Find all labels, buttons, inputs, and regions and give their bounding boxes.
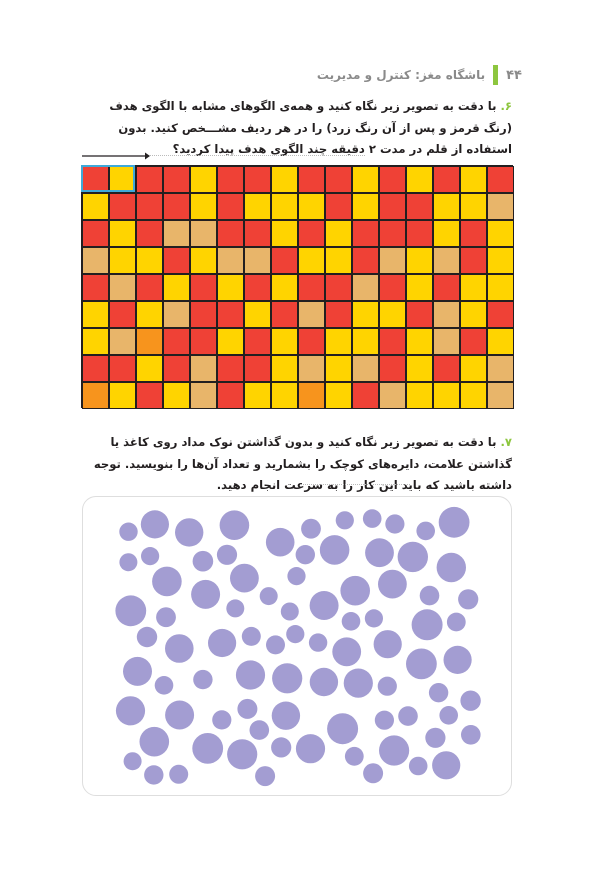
grid-cell (190, 274, 217, 301)
small-circle (255, 766, 275, 786)
small-circle (385, 514, 404, 533)
grid-cell (487, 247, 514, 274)
grid-cell (433, 355, 460, 382)
grid-cell (136, 355, 163, 382)
grid-cell (433, 328, 460, 355)
large-circle (152, 567, 182, 597)
large-circle (332, 637, 361, 666)
large-circle (310, 668, 338, 696)
grid-cell (298, 166, 325, 193)
grid-cell (487, 193, 514, 220)
grid-cell (271, 220, 298, 247)
small-circle (226, 599, 244, 617)
grid-cell (433, 382, 460, 409)
grid-cell (163, 328, 190, 355)
large-circle (236, 660, 265, 689)
small-circle (250, 720, 270, 740)
small-circle (420, 586, 440, 606)
small-circle (137, 627, 157, 647)
large-circle (165, 634, 194, 663)
grid-cell (406, 274, 433, 301)
large-circle (437, 553, 466, 582)
grid-cell (244, 328, 271, 355)
grid-cell (190, 193, 217, 220)
grid-cell (460, 166, 487, 193)
small-circle (439, 706, 458, 725)
grid-cell (406, 355, 433, 382)
grid-cell (298, 220, 325, 247)
grid-cell (244, 220, 271, 247)
small-circle (144, 765, 163, 784)
grid-cell (217, 247, 244, 274)
grid-cell (379, 220, 406, 247)
grid-cell (487, 220, 514, 247)
large-circle (220, 510, 250, 540)
grid-cell (190, 247, 217, 274)
large-circle (432, 751, 460, 779)
small-circle (398, 706, 418, 726)
grid-cell (136, 382, 163, 409)
grid-cell (406, 166, 433, 193)
grid-cell (271, 193, 298, 220)
grid-cell (217, 274, 244, 301)
grid-cell (109, 301, 136, 328)
grid-cell (271, 301, 298, 328)
small-circle (309, 633, 327, 651)
grid-cell (190, 301, 217, 328)
grid-cell (82, 220, 109, 247)
grid-cell (163, 301, 190, 328)
large-circle (374, 630, 402, 658)
grid-cell (271, 328, 298, 355)
grid-cell (433, 247, 460, 274)
grid-cell (244, 355, 271, 382)
large-circle (378, 570, 407, 599)
grid-cell (82, 247, 109, 274)
small-circle (345, 747, 364, 766)
small-circle (363, 509, 382, 528)
small-circle (378, 677, 397, 696)
grid-cell (406, 247, 433, 274)
circle-field (83, 497, 511, 795)
grid-cell (325, 301, 352, 328)
grid-cell (136, 328, 163, 355)
grid-cell (433, 166, 460, 193)
grid-cell (82, 382, 109, 409)
grid-cell (271, 247, 298, 274)
large-circle (320, 535, 350, 565)
grid-cell (136, 247, 163, 274)
grid-cell (136, 220, 163, 247)
grid-cell (109, 193, 136, 220)
grid-cell (190, 166, 217, 193)
large-circle (115, 595, 146, 626)
grid-cell (190, 328, 217, 355)
grid-cell (271, 382, 298, 409)
large-circle (175, 518, 203, 546)
grid-cell (325, 220, 352, 247)
grid-cell (352, 193, 379, 220)
grid-cell (460, 247, 487, 274)
reading-direction-arrow-icon (81, 150, 151, 162)
grid-cell (352, 274, 379, 301)
grid-cell (379, 247, 406, 274)
grid-cell (433, 301, 460, 328)
grid-cell (136, 301, 163, 328)
grid-cell (325, 355, 352, 382)
large-circle (327, 713, 358, 744)
grid-cell (487, 382, 514, 409)
grid-cell (82, 301, 109, 328)
grid-cell (379, 301, 406, 328)
grid-cell (460, 301, 487, 328)
large-circle (208, 629, 236, 657)
small-circle (458, 589, 478, 609)
large-circle (398, 542, 428, 572)
small-circle (461, 725, 481, 745)
small-circle (156, 607, 176, 627)
grid-cell (244, 301, 271, 328)
chapter-accent-bar (493, 65, 498, 85)
grid-cell (352, 247, 379, 274)
small-circle (124, 752, 142, 770)
small-circle (281, 603, 299, 621)
pattern-grid (81, 165, 513, 408)
small-circle (119, 553, 137, 571)
small-circle (266, 635, 285, 654)
large-circle (140, 727, 170, 757)
grid-cell (82, 274, 109, 301)
grid-cell (460, 382, 487, 409)
small-circle (155, 676, 174, 695)
grid-cell (406, 328, 433, 355)
grid-cell (271, 274, 298, 301)
small-circle (365, 609, 383, 627)
grid-cell (433, 220, 460, 247)
grid-cell (406, 301, 433, 328)
large-circle (227, 739, 257, 769)
grid-cell (352, 166, 379, 193)
small-circle (296, 545, 315, 564)
large-circle (439, 507, 470, 538)
grid-cell (109, 328, 136, 355)
grid-cell (406, 220, 433, 247)
large-circle (272, 702, 300, 730)
small-circle (409, 757, 428, 776)
small-circle (242, 627, 261, 646)
grid-cell (406, 382, 433, 409)
small-circle (286, 625, 304, 643)
small-circle (336, 511, 354, 529)
large-circle (191, 580, 220, 609)
grid-cell (460, 274, 487, 301)
large-circle (230, 564, 259, 593)
target-pattern-frame (81, 165, 135, 192)
grid-cell (217, 166, 244, 193)
grid-cell (298, 355, 325, 382)
grid-cell (352, 328, 379, 355)
grid-cell (379, 274, 406, 301)
grid-cell (379, 328, 406, 355)
grid-cell (379, 193, 406, 220)
grid-cell (379, 355, 406, 382)
large-circle (340, 576, 370, 606)
grid-cell (217, 220, 244, 247)
grid-cell (163, 274, 190, 301)
large-circle (116, 696, 145, 725)
grid-cell (487, 301, 514, 328)
grid-cell (244, 193, 271, 220)
grid-cell (163, 193, 190, 220)
small-circle (342, 612, 361, 631)
large-circle (310, 591, 339, 620)
small-circle (169, 765, 188, 784)
small-circle (260, 587, 278, 605)
large-circle (444, 646, 472, 674)
question-7-number: ۷. (500, 435, 512, 449)
small-circle (193, 670, 212, 689)
grid-cell (109, 220, 136, 247)
grid-cell (433, 274, 460, 301)
circle-counting-panel (82, 496, 512, 796)
small-circle (429, 683, 448, 702)
small-circle (119, 523, 137, 541)
small-circle (416, 522, 435, 541)
grid-cell (325, 193, 352, 220)
grid-cell (217, 193, 244, 220)
grid-cell (271, 355, 298, 382)
large-circle (379, 735, 409, 765)
grid-cell (217, 355, 244, 382)
grid-cell (271, 166, 298, 193)
question-6-text: با دقت به تصویر زیر نگاه کنید و همه‌ی الگوهای مشابه با الگوی هدف (رنگ قرمز و پس از آن رنگ زرد) را در هر ردیف مشـــخص کنید. بدون استفاده از قلم در مدت ۲ دقیقه چند الگوی هدف پیدا کردید؟ (109, 99, 512, 156)
small-circle (287, 567, 305, 585)
large-circle (344, 669, 373, 698)
grid-cell (109, 274, 136, 301)
small-circle (193, 551, 214, 572)
grid-cell (460, 328, 487, 355)
grid-cell (460, 220, 487, 247)
grid-cell (379, 166, 406, 193)
small-circle (301, 519, 321, 539)
large-circle (266, 528, 295, 557)
small-circle (217, 545, 237, 565)
large-circle (141, 510, 169, 538)
grid-cell (217, 301, 244, 328)
grid-cell (163, 382, 190, 409)
grid-cell (109, 247, 136, 274)
grid-cell (298, 301, 325, 328)
grid-cell (82, 328, 109, 355)
question-7-text: با دقت به تصویر زیر نگاه کنید و بدون گذاشتن نوک مداد روی کاغذ یا گذاشتن علامت، دایره‌های کوچک را بشمارید و تعداد آن‌ها را بنویسید. توجه داشته باشید که باید این کار را به سرعت انجام دهید. (93, 435, 512, 492)
large-circle (123, 657, 152, 686)
question-7 (78, 432, 512, 497)
grid-cell (406, 193, 433, 220)
grid-cell (433, 193, 460, 220)
small-circle (237, 699, 257, 719)
grid-cell (136, 166, 163, 193)
large-circle (272, 663, 302, 693)
grid-cell (298, 274, 325, 301)
grid-cell (217, 382, 244, 409)
small-circle (271, 737, 291, 757)
grid-cell (325, 382, 352, 409)
grid-cell (379, 382, 406, 409)
small-circle (141, 547, 159, 565)
grid-cell (487, 328, 514, 355)
answer-line (150, 155, 365, 156)
answer-line (300, 484, 410, 485)
grid-cell (82, 193, 109, 220)
grid-cell (352, 301, 379, 328)
small-circle (460, 691, 480, 711)
small-circle (375, 711, 394, 730)
grid-cell (217, 328, 244, 355)
grid-cell (487, 166, 514, 193)
grid-cell (190, 355, 217, 382)
small-circle (363, 763, 383, 783)
grid-cell (325, 247, 352, 274)
grid-cell (163, 247, 190, 274)
large-circle (406, 649, 437, 680)
grid-cell (298, 382, 325, 409)
grid-cell (298, 328, 325, 355)
grid-cell (325, 166, 352, 193)
grid-cell (244, 166, 271, 193)
page-number: ۴۴ (506, 67, 522, 83)
grid-cell (487, 274, 514, 301)
grid-cell (190, 382, 217, 409)
grid-cell (298, 247, 325, 274)
grid-cell (190, 220, 217, 247)
large-circle (365, 538, 394, 567)
grid-cell (136, 274, 163, 301)
grid-cell (244, 382, 271, 409)
question-6-number: ۶. (500, 99, 512, 113)
large-circle (192, 733, 223, 764)
grid-cell (352, 355, 379, 382)
grid-cell (487, 355, 514, 382)
grid-cell (82, 355, 109, 382)
large-circle (165, 701, 194, 730)
grid-cell (244, 247, 271, 274)
grid-cell (325, 328, 352, 355)
grid-cell (163, 355, 190, 382)
small-circle (212, 710, 231, 729)
small-circle (425, 728, 445, 748)
large-circle (296, 734, 325, 763)
grid-cell (298, 193, 325, 220)
grid-cell (325, 274, 352, 301)
grid-cell (109, 382, 136, 409)
grid-cell (460, 193, 487, 220)
small-circle (447, 613, 466, 632)
grid-cell (163, 220, 190, 247)
grid-cell (163, 166, 190, 193)
chapter-title: باشگاه مغز: کنترل و مدیریت (316, 68, 486, 82)
grid-cell (352, 382, 379, 409)
page-header (317, 64, 522, 86)
grid-cell (136, 193, 163, 220)
grid-cell (244, 274, 271, 301)
grid-cell (109, 355, 136, 382)
grid-cell (460, 355, 487, 382)
large-circle (412, 609, 443, 640)
grid-cell (352, 220, 379, 247)
